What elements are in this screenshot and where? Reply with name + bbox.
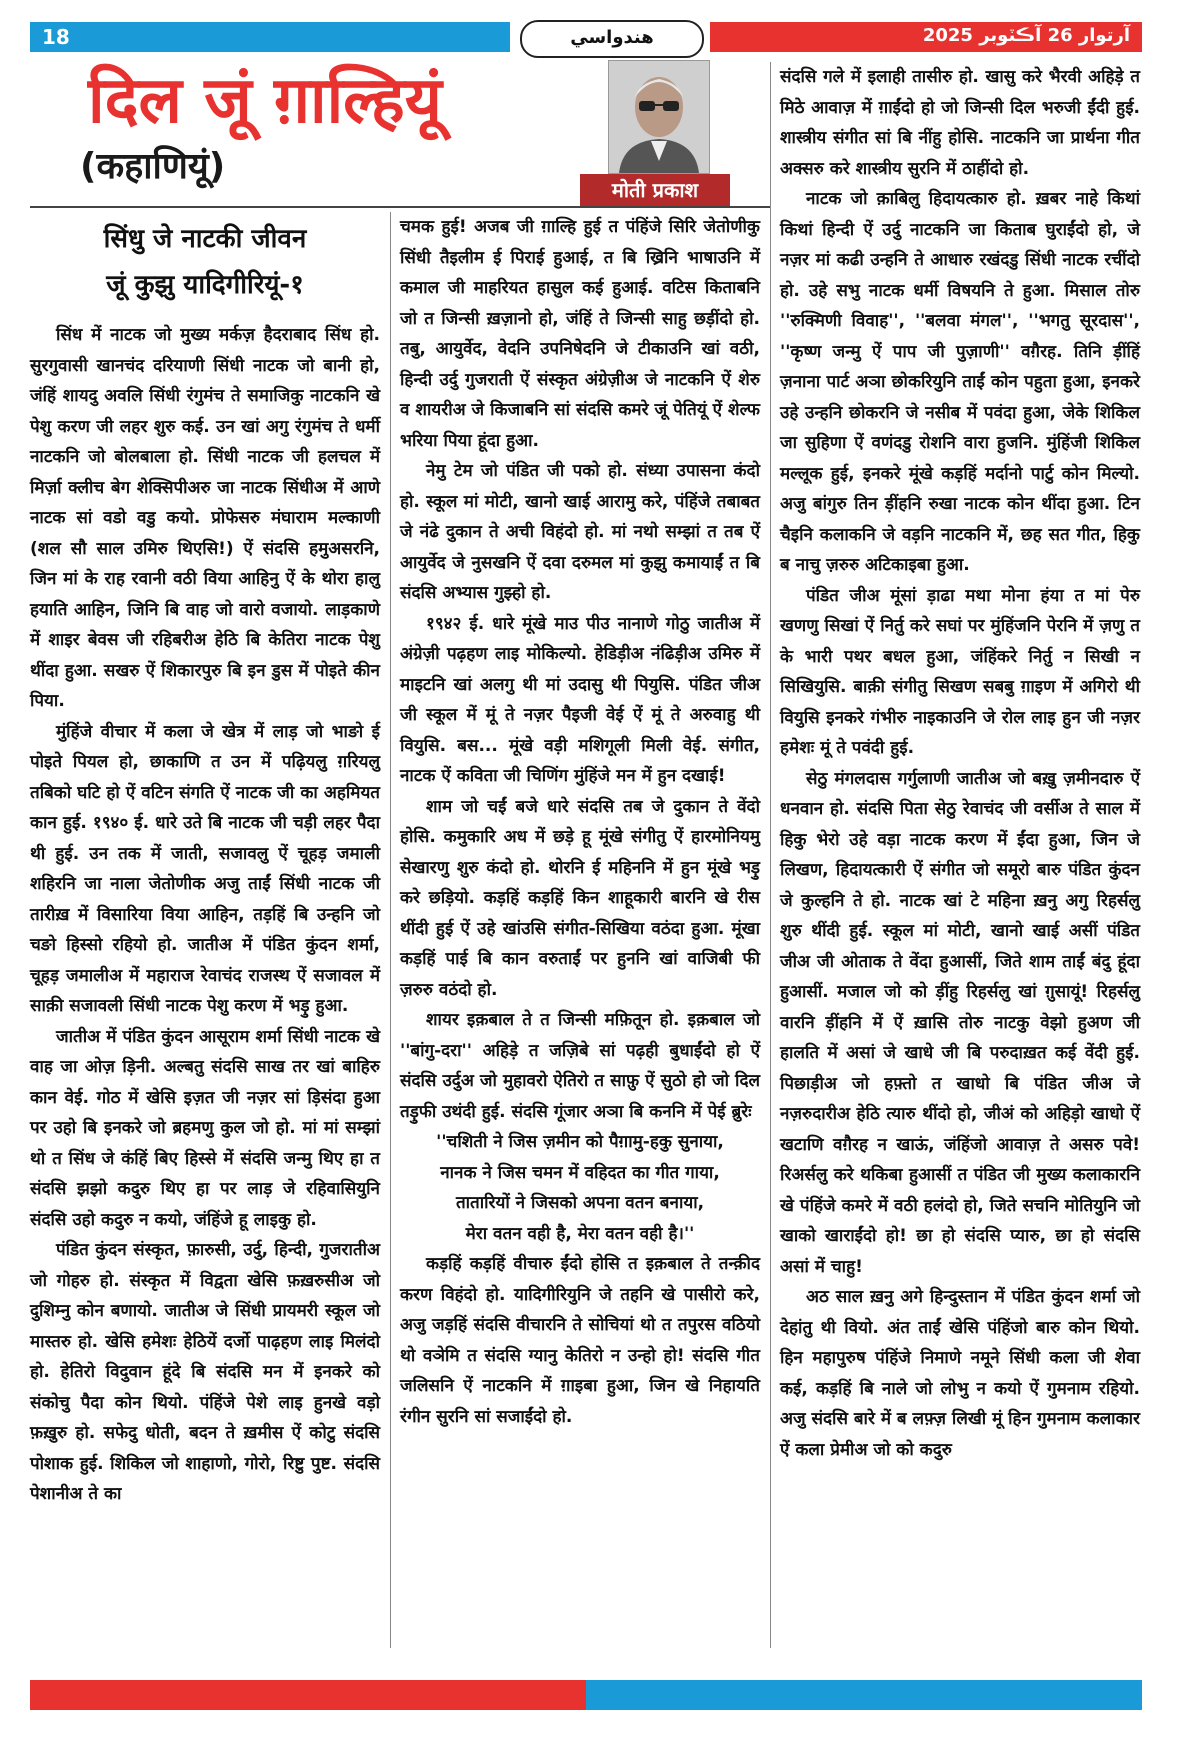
header-right-band	[710, 22, 1142, 52]
poem-line: तातारियों ने जिसको अपना वतन बनाया,	[455, 1193, 705, 1213]
article-column-3	[780, 62, 1140, 1465]
title-rule	[30, 206, 770, 208]
paragraph: सिंध में नाटक जो मुख्य मर्कज़ हैदराबाद सिंध हो. सुरगुवासी खानचंद दरियाणी सिंधी नाटक जो बानी हो, जंहिं शायदु अवलि सिंधी रंगुमंच ते समाजिकु नाटकनि खे पेशु करण जी लहर शुरु कई. उन खां अगु रंगुमंच ते धर्मी नाटकनि जो बोलबाला हो. सिंधी नाटक जी हलचल में मिर्ज़ा क्लीच बेग शेक्सिपीअरु जा नाटक सिंधीअ में आणे नाटक सां वडो वडु कयो. प्रोफेसरु मंघाराम मल्काणी (शल सौ साल उमिरु थिएसि!) ऐं संदसि हमुअसरनि, जिन मां के राह रवानी वठी विया आहिनु ऐं के थोरा हालु हयाति आहिन, जिनि बि वाह जो वारो वजायो. लाड़काणे में शाइर बेवस जी रहिबरीअ हेठि बि केतिरा नाटक पेशु थींदा हुआ. सखरु ऐं शिकारपुरु बि इन डुस में पोइते कीन पिया.	[30, 325, 380, 711]
author-portrait-icon	[609, 61, 709, 173]
article-heading	[30, 216, 380, 308]
paragraph: नाटक जो क़ाबिलु हिदायत्कारु हो. ख़बर नाहे किथां किथां हिन्दी ऐं उर्दु नाटकनि जा किताब घुराईंदो हो, जे नज़र मां कढी उन्हनि ते आधारु रखंदडु सिंधी नाटक रचींदो हो. उहे सभु नाटक धर्मी विषयनि ते हुआ. मिसाल तोरु ''रुक्मिणी विवाह'', ''बलवा मंगल'', ''भगतु सूरदास'', ''कृष्ण जन्मु ऐं पाप जी पुज़ाणी'' वग़ैरह. तिनि ड़ींहिं ज़नाना पार्ट अञा छोकरियुनि ताईं कोन पहुता हुआ, इनकरे उहे उन्हनि छोकरनि जे नसीब में पवंदा हुआ, जेके शिकिल जा सुहिणा ऐं वणंदडु रोशनि वारा हुजनि. मुंहिंजी शिकिल मल्लूक हुई, इनकरे मूंखे कड़हिं मर्दानो पार्टु कोन मिल्यो. अजु बांगुरु तिन ड़ींहनि रुखा नाटक कोन थींदा हुआ. टिन चैइनि कलाकनि जे वड़नि नाटकनि में, छह सत गीत, हिकु ब नाचु ज़रुरु अटिकाइबा हुआ.	[780, 189, 1140, 575]
paragraph: शाम जो चईं बजे धारे संदसि तब जे दुकान ते वेंदो होसि. कमुकारि अध में छड़े हू मूंखे संगीतु ऐं हारमोनियमु सेखारणु शुरु कंदो हो. थोरनि ई महिननि में हुन मूंखे भड़ु करे छड़ियो. कड़हिं कड़हिं किन शाहूकारी बारनि खे रीस थींदी हुई ऐं उहे खांउसि संगीत-सिखिया वठंदा हुआ. मूंखा कड़हिं पाई बि कान वरुताईं पर हुननि खां वाजिबी फी ज़रुरु वठंदो हो.	[400, 796, 760, 1000]
paragraph: नेमु टेम जो पंडित जी पको हो. संध्या उपासना कंदो हो. स्कूल मां मोटी, खानो खाई आरामु करे, पंहिंजे तबाबत जे नंढे दुकान ते अची विहंदो हो. मां नथो सम्झां त तब ऐं आयुर्वेद जे नुसखनि ऐं दवा दरुमल मां कुझु कमायाईं त बि संदसि अभ्यास गुझ्हो हो.	[400, 461, 760, 603]
paragraph: जातीअ में पंडित कुंदन आसूराम शर्मा सिंधी नाटक खे वाह जा ओज़ ड़िनी. अल्बतु संदसि साख तर खां बाहिरु कान वेई. गोठ में खेसि इज़त जी नज़र सां ड़िसंदा हुआ पर उहो बि इनकरे जो ब्रहमणु कुल जो हो. मां मां सम्झां थो त सिंध जे कंहिं बिए हिस्से में संदसि जन्मु थिए हा त संदसि झझो कदुरु थिए हा पर लाड़ जे रहिवासियुनि संदसि उहो कदुरु न कयो, जंहिंजे हू लाइकु हो.	[30, 1026, 380, 1230]
article-title: दिल जूं ग़ाल्हियूं	[88, 63, 442, 138]
article-column-1	[30, 216, 380, 1510]
article-column-2	[400, 212, 760, 1432]
header-left-band	[30, 22, 510, 52]
column-divider	[390, 212, 391, 1648]
paragraph: सेठु मंगलदास गर्गुलाणी जातीअ जो बख़ु ज़मीनदारु ऐं धनवान हो. संदसि पिता सेठु रेवाचंद जी वर्सीअ ते साल में हिकु भेरो उहे वड़ा नाटक करण में ईंदा हुआ, जिन जे लिखण, हिदायत्कारी ऐं संगीत जो समूरो बारु पंडित कुंदन जे कुल्हनि ते हो. नाटक खां टे महिना ख़नु अगु रिहर्सलु शुरु थींदी हुई. स्कूल मां मोटी, खानो खाई असीं पंडित जीअ जी ओताक ते वेंदा हुआसीं, जिते शाम ताईं बंदु हूंदा हुआसीं. मजाल जो को ड़ींहु रिहर्सलु खां ग़ुसायूं! रिहर्सलु वारनि ड़ींहनि में ऐं ख़ासि तोरु नाटकु वेझो हुअण जी हालति में असां जे खाधे जी बि परुदाख़त कई वेंदी हुई. पिछाड़ीअ जो हफ़्तो त खाधो बि पंडित जीअ जे नज़रुदारीअ हेठि त्यारु थींदो हो, जीअं को अहिड़ो खाधो ऐं खटाणि वग़ैरह न खाऊं, जंहिंजो आवाज़ ते असरु पवे! रिअर्सलु करे थकिबा हुआसीं त पंडित जी मुख्य कलाकारनि खे पंहिंजे कमरे में वठी हलंदो हो, जिते सचनि मोतियुनि जो खाको खाराईंदो हो! छा हो संदसि प्यारु, छा हो संदसि असां में चाहु!	[780, 768, 1140, 1277]
paragraph: पंडित जीअ मूंसां ड़ाढा मथा मोना हंया त मां पेरु खणणु सिखां ऐं निर्तु करे सघां पर मुंहिंजनि पेरनि में ज़णु त के भारी पथर बधल हुआ, जंहिंकरे निर्तु न सिखी न सिखियुसि. बाक़ी संगीतु सिखण सबबु ग़ाइण में अगिरो थी वियुसि इनकरे गंभीरु नाइकाउनि जे रोल लाइ हुन जी नज़र हमेशः मूं ते पवंदी हुई.	[780, 585, 1140, 758]
poem-line: ''चशिती ने जिस ज़मीन को पैग़ामु-हकु सुनाया,	[436, 1132, 724, 1152]
author-name: मोती प्रकाश	[580, 174, 730, 206]
footer-right-band	[586, 1680, 1142, 1710]
paragraph: चमक हुई! अजब जी ग़ाल्हि हुई त पंहिंजे सिरि जेतोणीकु सिंधी तैइलीम ई पिराई हुआई, त बि ख्रिनि भाषाउनि में कमाल जी माहरियत हासुल कई हुआई. वटिस किताबनि जो त जिन्सी ख़ज़ानो हो, जंहिं ते जिन्सी साहु छड़ींदो हो. तबु, आयुर्वेद, वेदनि उपनिषेदनि जे टीकाउनि खां वठी, हिन्दी उर्दु गुजराती ऐं संस्कृत अंग्रेज़ीअ जे नाटकनि ऐं शेरु व शायरीअ जे किजाबनि सां संदसि कमरे जूं पेतियूं ऐं शेल्फ भरिया पिया हूंदा हुआ.	[400, 217, 760, 451]
column-divider	[770, 62, 771, 1648]
poem-line: नानक ने जिस चमन में वहिदत का गीत गाया,	[440, 1162, 720, 1183]
paragraph: १९४२ ई. धारे मूंखे माउ पीउ नानाणे गोठु जातीअ में अंग्रेज़ी पढ़हण लाइ मोकिल्यो. हेडिड़ीअ नंढिड़ीअ उमिरु में माइटनि खां अलगु थी मां उदासु थी पियुसि. पंडित जीअ जी स्कूल में मूं ते नज़र पैइजी वेई ऐं मूं ते अरुवाहु थी वियुसि. बस... मूंखे वड़ी मशिगूली मिली वेई. संगीत, नाटक ऐं कविता जी चिणिंग मुंहिंजे मन में हुन दखाई!	[400, 613, 760, 786]
issue-date: آرتوار 26 آڪٽوبر 2025	[922, 25, 1130, 46]
header-bar	[30, 22, 1142, 52]
paragraph: कड़हिं कड़हिं वीचारु ईंदो होसि त इक़बाल ते तन्क़ीद करण विहंदो हो. यादिगीरियुनि जे तहनि खे पासीरो करे, अजु जड़हिं संदसि वीचारनि ते सोचियां थो त तपुरस वठियो थो वञेमि त संदसि ग्यानु केतिरो न उन्हो हो! संदसि गीत जलिसनि ऐं नाटकनि में ग़ाइबा हुआ, जिन खे निहायति रंगीन सुरनि सां सजाईंदो हो.	[400, 1254, 760, 1427]
page-number: 18	[42, 25, 70, 49]
footer-left-band	[30, 1680, 586, 1710]
paragraph: शायर इक़बाल ते त जिन्सी मफ़ितून हो. इक़बाल जो ''बांगु-दरा'' अहिड़े त जज़िबे सां पढ़ही बुधाईंदो हो ऐं संदसि उर्दुअ जो मुहावरो ऐतिरो त साफ़ु ऐं सुठो हो जो दिल तड़ुफी उथंदी हुई. संदसि गूंजार अञा बि कननि में पेई ब्रुरेः	[400, 1010, 760, 1122]
heading-line-2: जूं कुझु यादिगीरियूं-१	[106, 270, 304, 300]
article-section: (कहाणियूं)	[80, 146, 226, 187]
masthead-logo: هندواسي	[520, 20, 704, 58]
paragraph: अठ साल ख़नु अगे हिन्दुस्तान में पंडित कुंदन शर्मा जो देहांतु थी वियो. अंत ताईं खेसि पंहिंजो बारु कोन थियो. हिन महापुरुष पंहिंजे निमाणे नमूने सिंधी कला जी शेवा कई, कड़हिं बि नाले जो लोभु न कयो ऐं गुमनाम रहियो. अजु संदसि बारे में ब लफ़्ज़ लिखी मूं हिन गुमनाम कलाकार ऐं कला प्रेमीअ जो को कदुरु	[780, 1287, 1140, 1460]
author-photo	[608, 60, 710, 174]
paragraph: मुंहिंजे वीचार में कला जे खेत्र में लाड़ जो भाङो ई पोइते पियल हो, छाकाणि त उन में पढ़ियलु ग़रियलु तबिको घटि हो ऐं वटिन संगति ऐं नाटक जी का अहमियत कान हुई. १९४० ई. धारे उते बि नाटक जी चड़ी लहर पैदा थी हुई. उन तक में जाती, सजावलु ऐं चूहड़ जमाली शहिरनि जा नाला जेतोणीक अजु ताईं सिंधी नाटक जी तारीख़ में विसारिया विया आहिन, तड़हिं बि उन्हनि जो चङो हिस्सो रहियो हो. जातीअ में पंडित कुंदन शर्मा, चूहड़ जमालीअ में महाराज रेवाचंद राजस्थ ऐं सजावल में साक़ी सजावली सिंधी नाटक पेशु करण में भड़ु हुआ.	[30, 721, 380, 1016]
paragraph: पंडित कुंदन संस्कृत, फ़ारुसी, उर्दु, हिन्दी, गुजरातीअ जो गोहरु हो. संस्कृत में विद्वता खेसि फ़ख़रुसीअ जो दुशिम्नु कोन बणायो. जातीअ जे सिंधी प्रायमरी स्कूल जो मास्तरु हो. खेसि हमेशः हेठियें दर्जो पाढ़हण लाइ मिलंदो हो. हेतिरो विदुवान हूंदे बि संदसि मन में इनकरे को संकोचु पैदा कोन थियो. पंहिंजे पेशे लाइ हुनखे वड़ो फ़ख़ुरु हो. सफेदु धोती, बदन ते ख़मीस ऐं कोटु संदसि पोशाक हुई. शिकिल जो शाहाणो, गोरो, रिष्टु पुष्ट. संदसि पेशानीअ ते का	[30, 1240, 380, 1504]
heading-line-1: सिंधु जे नाटकी जीवन	[103, 224, 307, 254]
footer-bar	[30, 1680, 1142, 1710]
poem-line: मेरा वतन वही है, मेरा वतन वही है।''	[465, 1223, 695, 1244]
paragraph: संदसि गले में इलाही तासीरु हो. खासु करे भैरवी अहिड़े त मिठे आवाज़ में ग़ाईंदो हो जो जिन्सी दिल भरुजी ईंदी हुई. शास्त्रीय संगीत सां बि नींहु होसि. नाटकनि जा प्रार्थना गीत अक्सरु करे शास्त्रीय सुरनि में ठाहींदो हो.	[780, 67, 1140, 179]
